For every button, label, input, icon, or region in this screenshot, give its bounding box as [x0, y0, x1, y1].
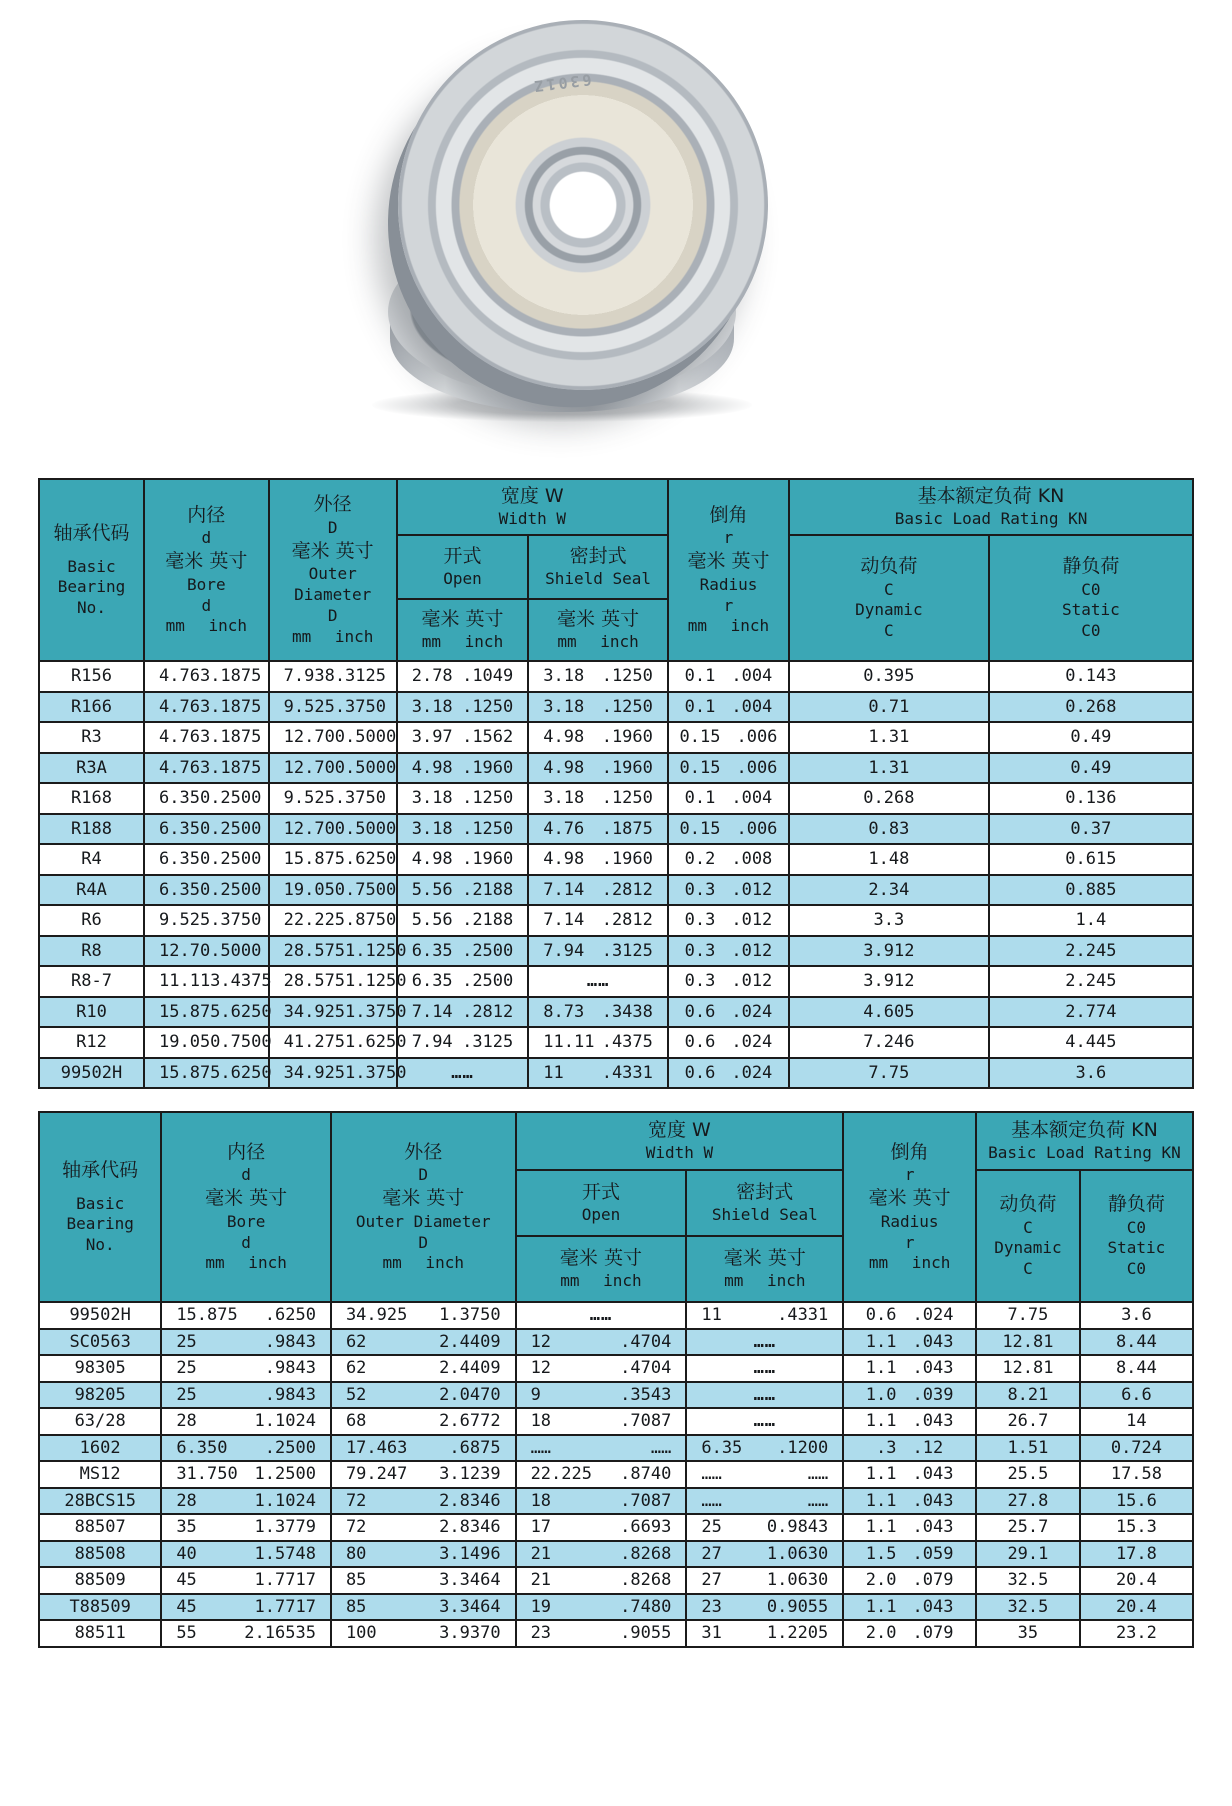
spec-table-2-wrap: [38, 1111, 1194, 1648]
cell-bore: 4.763 .1875: [144, 722, 269, 753]
cell-open: 6.35 .2500: [397, 936, 529, 967]
cell-c: 7.246: [789, 1027, 989, 1058]
table-row: [39, 1514, 1193, 1541]
cell-open: 12 .4704: [516, 1355, 687, 1382]
cell-open: 21 .8268: [516, 1567, 687, 1594]
cell-open: 17 .6693: [516, 1514, 687, 1541]
cell-open: 9 .3543: [516, 1382, 687, 1409]
cell-c: 4.605: [789, 997, 989, 1028]
cell-od: 15.875 .6250: [269, 844, 397, 875]
cell-bearing-code: R3: [39, 722, 144, 753]
cell-c: 7.75: [789, 1058, 989, 1089]
cell-bearing-code: R6: [39, 905, 144, 936]
product-photo: [0, 0, 1232, 478]
cell-r: 0.1 .004: [668, 692, 789, 723]
cell-bore: 25 .9843: [161, 1355, 331, 1382]
cell-c0: 17.8: [1080, 1541, 1193, 1568]
table-row: [39, 1435, 1193, 1462]
cell-bore: 4.763 .1875: [144, 692, 269, 723]
table-row: [39, 1620, 1193, 1647]
cell-r: 0.1 .004: [668, 783, 789, 814]
table-row: [39, 783, 1193, 814]
cell-shield: 11.11 .4375: [528, 1027, 668, 1058]
spec-table-1-wrap: [38, 478, 1194, 1089]
cell-od: 41.275 1.6250: [269, 1027, 397, 1058]
cell-c: 3.3: [789, 905, 989, 936]
cell-shield: ……: [686, 1382, 843, 1409]
cell-bearing-code: 88507: [39, 1514, 161, 1541]
cell-bore: 25 .9843: [161, 1329, 331, 1356]
cell-bearing-code: R168: [39, 783, 144, 814]
cell-open: 4.98 .1960: [397, 844, 529, 875]
cell-r: .3 .12: [843, 1435, 976, 1462]
cell-c0: 0.49: [989, 722, 1193, 753]
cell-r: 0.15 .006: [668, 814, 789, 845]
cell-shield: 3.18 .1250: [528, 783, 668, 814]
cell-c: 2.34: [789, 875, 989, 906]
cell-shield: 11 .4331: [686, 1302, 843, 1329]
cell-c0: 2.774: [989, 997, 1193, 1028]
cell-c0: 3.6: [989, 1058, 1193, 1089]
cell-r: 0.6 .024: [668, 997, 789, 1028]
cell-shield: 11 .4331: [528, 1058, 668, 1089]
cell-bearing-code: 28BCS15: [39, 1488, 161, 1515]
cell-bearing-code: 88509: [39, 1567, 161, 1594]
cell-c0: 0.724: [1080, 1435, 1193, 1462]
cell-c: 0.395: [789, 661, 989, 692]
cell-shield: …… ……: [686, 1488, 843, 1515]
table-row: [39, 1355, 1193, 1382]
cell-c0: 8.44: [1080, 1355, 1193, 1382]
cell-shield: 8.73 .3438: [528, 997, 668, 1028]
cell-bore: 4.763 .1875: [144, 753, 269, 784]
cell-shield: ……: [686, 1408, 843, 1435]
cell-shield: ……: [686, 1355, 843, 1382]
col-header-width: 宽度 W Width W: [397, 479, 668, 535]
cell-shield: 7.14 .2812: [528, 905, 668, 936]
cell-r: 0.6 .024: [668, 1027, 789, 1058]
col-header-bearing-code: 轴承代码 Basic Bearing No.: [39, 1112, 161, 1302]
cell-bearing-code: 1602: [39, 1435, 161, 1462]
cell-bearing-code: 88511: [39, 1620, 161, 1647]
cell-c: 26.7: [976, 1408, 1080, 1435]
col-header-static-load: 静负荷 C0 Static C0: [989, 535, 1193, 661]
col-header-open: 开式 Open: [397, 535, 529, 599]
cell-r: 1.0 .039: [843, 1382, 976, 1409]
cell-r: 0.3 .012: [668, 875, 789, 906]
cell-bore: 15.875 .6250: [144, 1058, 269, 1089]
col-header-open-units: 毫米 英寸 mm inch: [397, 599, 529, 661]
table-row: [39, 1027, 1193, 1058]
cell-c: 29.1: [976, 1541, 1080, 1568]
cell-bore: 28 1.1024: [161, 1488, 331, 1515]
cell-shield: 4.98 .1960: [528, 844, 668, 875]
cell-od: 28.575 1.1250: [269, 966, 397, 997]
table-row: [39, 1541, 1193, 1568]
cell-od: 34.925 1.3750: [269, 1058, 397, 1089]
col-header-outer-diameter: 外径 D 毫米 英寸 Outer Diameter D mm inch: [269, 479, 397, 661]
cell-r: 0.3 .012: [668, 966, 789, 997]
cell-shield: 4.98 .1960: [528, 753, 668, 784]
cell-r: 0.15 .006: [668, 753, 789, 784]
cell-open: 21 .8268: [516, 1541, 687, 1568]
cell-bearing-code: R3A: [39, 753, 144, 784]
col-header-dynamic-load: 动负荷 C Dynamic C: [789, 535, 989, 661]
cell-open: 19 .7480: [516, 1594, 687, 1621]
cell-bore: 35 1.3779: [161, 1514, 331, 1541]
cell-r: 0.2 .008: [668, 844, 789, 875]
cell-od: 72 2.8346: [331, 1488, 516, 1515]
cell-c0: 1.4: [989, 905, 1193, 936]
cell-c0: 2.245: [989, 936, 1193, 967]
cell-c: 12.81: [976, 1329, 1080, 1356]
col-header-bore: 内径 d 毫米 英寸 Bore d mm inch: [161, 1112, 331, 1302]
cell-bore: 9.525 .3750: [144, 905, 269, 936]
col-header-shield-units: 毫米 英寸 mm inch: [528, 599, 668, 661]
cell-c: 0.83: [789, 814, 989, 845]
cell-bore: 6.350 .2500: [144, 814, 269, 845]
cell-od: 62 2.4409: [331, 1355, 516, 1382]
cell-c0: 20.4: [1080, 1567, 1193, 1594]
cell-shield: 6.35 .1200: [686, 1435, 843, 1462]
table-row: [39, 661, 1193, 692]
cell-open: 22.225 .8740: [516, 1461, 687, 1488]
cell-shield: ……: [528, 966, 668, 997]
cell-c0: 20.4: [1080, 1594, 1193, 1621]
cell-open: ……: [397, 1058, 529, 1089]
cell-r: 1.1 .043: [843, 1329, 976, 1356]
cell-bore: 19.050 .7500: [144, 1027, 269, 1058]
cell-od: 68 2.6772: [331, 1408, 516, 1435]
cell-c0: 0.136: [989, 783, 1193, 814]
table-row: [39, 966, 1193, 997]
cell-r: 0.1 .004: [668, 661, 789, 692]
cell-c0: 14: [1080, 1408, 1193, 1435]
table-row: [39, 753, 1193, 784]
cell-r: 1.1 .043: [843, 1355, 976, 1382]
table-row: [39, 844, 1193, 875]
cell-r: 0.3 .012: [668, 936, 789, 967]
cell-shield: 3.18 .1250: [528, 692, 668, 723]
cell-open: 5.56 .2188: [397, 875, 529, 906]
table-row: [39, 1567, 1193, 1594]
cell-od: 22.225 .8750: [269, 905, 397, 936]
cell-c0: 2.245: [989, 966, 1193, 997]
cell-bearing-code: R166: [39, 692, 144, 723]
cell-open: 3.18 .1250: [397, 692, 529, 723]
table-row: [39, 1382, 1193, 1409]
cell-od: 85 3.3464: [331, 1594, 516, 1621]
col-header-open-units: 毫米 英寸 mm inch: [516, 1236, 687, 1302]
cell-od: 12.700 .5000: [269, 722, 397, 753]
cell-bearing-code: R10: [39, 997, 144, 1028]
col-header-bore: 内径 d 毫米 英寸 Bore d mm inch: [144, 479, 269, 661]
cell-bore: 15.875 .6250: [144, 997, 269, 1028]
cell-bearing-code: R156: [39, 661, 144, 692]
cell-shield: …… ……: [686, 1461, 843, 1488]
cell-open: 3.18 .1250: [397, 814, 529, 845]
table-row: [39, 722, 1193, 753]
cell-c: 32.5: [976, 1567, 1080, 1594]
cell-od: 7.938 .3125: [269, 661, 397, 692]
cell-open: 4.98 .1960: [397, 753, 529, 784]
cell-bore: 31.750 1.2500: [161, 1461, 331, 1488]
cell-bore: 45 1.7717: [161, 1567, 331, 1594]
cell-c: 32.5: [976, 1594, 1080, 1621]
cell-c: 7.75: [976, 1302, 1080, 1329]
cell-r: 1.1 .043: [843, 1408, 976, 1435]
col-header-load-rating: 基本额定负荷 KN Basic Load Rating KN: [789, 479, 1193, 535]
cell-od: 12.700 .5000: [269, 814, 397, 845]
table-row: [39, 1461, 1193, 1488]
cell-r: 0.15 .006: [668, 722, 789, 753]
col-header-static-load: 静负荷 C0 Static C0: [1080, 1170, 1193, 1302]
cell-od: 9.525 .3750: [269, 783, 397, 814]
table-gap: [0, 1089, 1232, 1111]
cell-c0: 0.615: [989, 844, 1193, 875]
cell-bearing-code: 98305: [39, 1355, 161, 1382]
cell-bearing-code: MS12: [39, 1461, 161, 1488]
cell-r: 1.1 .043: [843, 1461, 976, 1488]
spec-table-2: [38, 1111, 1194, 1648]
cell-bearing-code: T88509: [39, 1594, 161, 1621]
cell-c0: 0.49: [989, 753, 1193, 784]
col-header-load-rating: 基本额定负荷 KN Basic Load Rating KN: [976, 1112, 1193, 1170]
cell-bore: 15.875 .6250: [161, 1302, 331, 1329]
table-row: [39, 936, 1193, 967]
cell-open: 2.78 .1049: [397, 661, 529, 692]
cell-shield: 27 1.0630: [686, 1567, 843, 1594]
cell-r: 0.6 .024: [668, 1058, 789, 1089]
cell-shield: 27 1.0630: [686, 1541, 843, 1568]
cell-c: 3.912: [789, 966, 989, 997]
cell-shield: ……: [686, 1329, 843, 1356]
cell-open: 12 .4704: [516, 1329, 687, 1356]
cell-c0: 3.6: [1080, 1302, 1193, 1329]
col-header-radius: 倒角 r 毫米 英寸 Radius r mm inch: [843, 1112, 976, 1302]
cell-shield: 23 0.9055: [686, 1594, 843, 1621]
cell-open: 7.14 .2812: [397, 997, 529, 1028]
table-row: [39, 1594, 1193, 1621]
cell-c0: 15.6: [1080, 1488, 1193, 1515]
cell-c: 0.71: [789, 692, 989, 723]
cell-c0: 23.2: [1080, 1620, 1193, 1647]
cell-c0: 0.143: [989, 661, 1193, 692]
cell-c: 12.81: [976, 1355, 1080, 1382]
cell-od: 100 3.9370: [331, 1620, 516, 1647]
cell-bore: 40 1.5748: [161, 1541, 331, 1568]
cell-r: 1.1 .043: [843, 1488, 976, 1515]
cell-od: 80 3.1496: [331, 1541, 516, 1568]
col-header-outer-diameter: 外径 D 毫米 英寸 Outer Diameter D mm inch: [331, 1112, 516, 1302]
table-row: [39, 1488, 1193, 1515]
cell-od: 85 3.3464: [331, 1567, 516, 1594]
cell-od: 79.247 3.1239: [331, 1461, 516, 1488]
cell-c: 1.48: [789, 844, 989, 875]
cell-od: 52 2.0470: [331, 1382, 516, 1409]
cell-od: 34.925 1.3750: [269, 997, 397, 1028]
cell-bore: 11.113 .4375: [144, 966, 269, 997]
cell-c0: 0.268: [989, 692, 1193, 723]
cell-bearing-code: R8-7: [39, 966, 144, 997]
cell-c0: 4.445: [989, 1027, 1193, 1058]
cell-open: 23 .9055: [516, 1620, 687, 1647]
cell-shield: 25 0.9843: [686, 1514, 843, 1541]
cell-od: 34.925 1.3750: [331, 1302, 516, 1329]
cell-c0: 17.58: [1080, 1461, 1193, 1488]
cell-bearing-code: 99502H: [39, 1302, 161, 1329]
cell-od: 62 2.4409: [331, 1329, 516, 1356]
table-row: [39, 997, 1193, 1028]
cell-bore: 25 .9843: [161, 1382, 331, 1409]
cell-c: 27.8: [976, 1488, 1080, 1515]
cell-od: 19.050 .7500: [269, 875, 397, 906]
table-row: [39, 1408, 1193, 1435]
table-row: [39, 875, 1193, 906]
table-row: [39, 1329, 1193, 1356]
cell-open: 18 .7087: [516, 1408, 687, 1435]
cell-bearing-code: 98205: [39, 1382, 161, 1409]
cell-r: 2.0 .079: [843, 1567, 976, 1594]
cell-open: 18 .7087: [516, 1488, 687, 1515]
bearing-engraving-label: 6301Z: [530, 70, 593, 96]
cell-c0: 15.3: [1080, 1514, 1193, 1541]
col-header-dynamic-load: 动负荷 C Dynamic C: [976, 1170, 1080, 1302]
cell-c0: 0.885: [989, 875, 1193, 906]
cell-shield: 31 1.2205: [686, 1620, 843, 1647]
cell-r: 0.3 .012: [668, 905, 789, 936]
cell-shield: 4.98 .1960: [528, 722, 668, 753]
cell-od: 17.463 .6875: [331, 1435, 516, 1462]
cell-r: 2.0 .079: [843, 1620, 976, 1647]
cell-r: 1.1 .043: [843, 1514, 976, 1541]
spec-table-1: [38, 478, 1194, 1089]
cell-r: 0.6 .024: [843, 1302, 976, 1329]
cell-od: 28.575 1.1250: [269, 936, 397, 967]
cell-open: 3.97 .1562: [397, 722, 529, 753]
table-row: [39, 1058, 1193, 1089]
cell-open: 5.56 .2188: [397, 905, 529, 936]
cell-r: 1.1 .043: [843, 1594, 976, 1621]
col-header-radius: 倒角 r 毫米 英寸 Radius r mm inch: [668, 479, 789, 661]
cell-open: 3.18 .1250: [397, 783, 529, 814]
cell-bearing-code: 63/28: [39, 1408, 161, 1435]
table-row: [39, 814, 1193, 845]
cell-bearing-code: R4: [39, 844, 144, 875]
col-header-shield-seal: 密封式 Shield Seal: [686, 1170, 843, 1236]
cell-c: 8.21: [976, 1382, 1080, 1409]
cell-open: 7.94 .3125: [397, 1027, 529, 1058]
cell-shield: 4.76 .1875: [528, 814, 668, 845]
cell-bearing-code: 99502H: [39, 1058, 144, 1089]
cell-bore: 28 1.1024: [161, 1408, 331, 1435]
cell-bore: 6.350 .2500: [144, 844, 269, 875]
cell-od: 72 2.8346: [331, 1514, 516, 1541]
cell-bore: 6.350 .2500: [161, 1435, 331, 1462]
cell-shield: 3.18 .1250: [528, 661, 668, 692]
cell-c0: 0.37: [989, 814, 1193, 845]
cell-r: 1.5 .059: [843, 1541, 976, 1568]
table-row: [39, 1302, 1193, 1329]
cell-bore: 45 1.7717: [161, 1594, 331, 1621]
cell-od: 12.700 .5000: [269, 753, 397, 784]
cell-bearing-code: 88508: [39, 1541, 161, 1568]
col-header-width: 宽度 W Width W: [516, 1112, 844, 1170]
cell-c: 0.268: [789, 783, 989, 814]
table-row: [39, 905, 1193, 936]
cell-shield: 7.14 .2812: [528, 875, 668, 906]
cell-bore: 4.763 .1875: [144, 661, 269, 692]
cell-bearing-code: R12: [39, 1027, 144, 1058]
col-header-shield-seal: 密封式 Shield Seal: [528, 535, 668, 599]
table-row: [39, 692, 1193, 723]
cell-c: 25.7: [976, 1514, 1080, 1541]
cell-bearing-code: R188: [39, 814, 144, 845]
cell-open: ……: [516, 1302, 687, 1329]
cell-open: …… ……: [516, 1435, 687, 1462]
cell-bearing-code: SC0563: [39, 1329, 161, 1356]
cell-c: 35: [976, 1620, 1080, 1647]
cell-bore: 12.70 .5000: [144, 936, 269, 967]
cell-shield: 7.94 .3125: [528, 936, 668, 967]
cell-bearing-code: R8: [39, 936, 144, 967]
cell-bore: 6.350 .2500: [144, 783, 269, 814]
cell-c: 1.31: [789, 753, 989, 784]
cell-c: 1.51: [976, 1435, 1080, 1462]
col-header-shield-units: 毫米 英寸 mm inch: [686, 1236, 843, 1302]
cell-bearing-code: R4A: [39, 875, 144, 906]
col-header-open: 开式 Open: [516, 1170, 687, 1236]
col-header-bearing-code: 轴承代码 Basic Bearing No.: [39, 479, 144, 661]
cell-od: 9.525 .3750: [269, 692, 397, 723]
cell-bore: 6.350 .2500: [144, 875, 269, 906]
cell-c: 1.31: [789, 722, 989, 753]
cell-c0: 8.44: [1080, 1329, 1193, 1356]
cell-c: 25.5: [976, 1461, 1080, 1488]
cell-c: 3.912: [789, 936, 989, 967]
cell-open: 6.35 .2500: [397, 966, 529, 997]
cell-c0: 6.6: [1080, 1382, 1193, 1409]
cell-bore: 55 2.16535: [161, 1620, 331, 1647]
